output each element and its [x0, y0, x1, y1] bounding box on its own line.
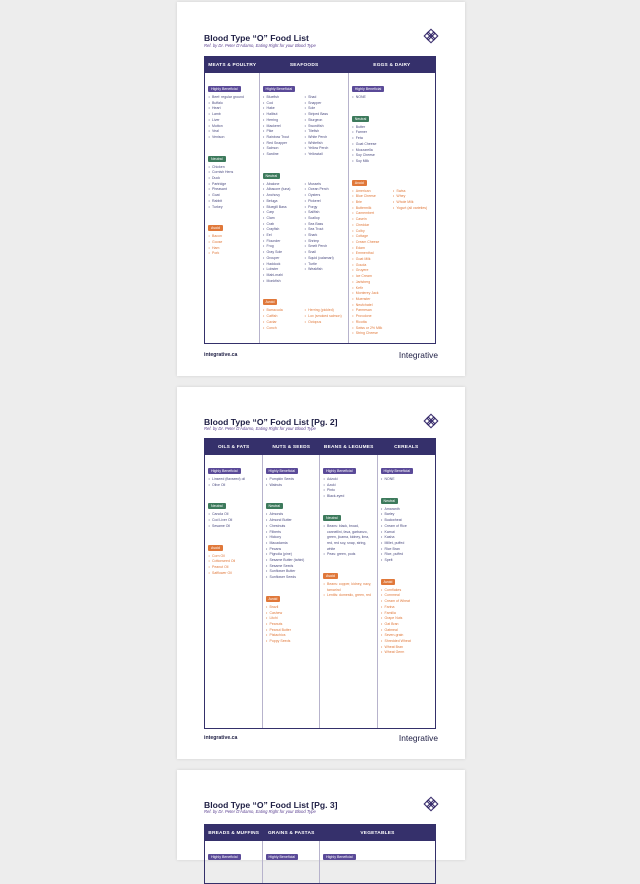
- section-highly-beneficial: [208, 77, 257, 141]
- list-item: • Gruyere: [352, 268, 393, 274]
- highly-beneficial-badge: Highly Beneficial: [323, 854, 356, 860]
- list-item: • Beef: regular ground: [208, 95, 257, 101]
- list-item: • Herring: [263, 118, 305, 124]
- neutral-badge: Neutral: [208, 156, 226, 162]
- list-item: • Neufchatel: [352, 303, 393, 309]
- neutral-badge: Neutral: [208, 503, 226, 509]
- list-item: • American: [352, 189, 393, 195]
- list-item: • Sesame Butter (tahini): [266, 558, 318, 564]
- list-item: • Peas: green, pods: [323, 552, 375, 558]
- avoid-badge: Avoid: [381, 579, 396, 585]
- list-item: • Macadamia: [266, 541, 318, 547]
- list-item: • Ocean Perch: [304, 187, 346, 193]
- list-item: • Cream of Wheat: [381, 599, 434, 605]
- section-neutral: [208, 494, 260, 529]
- list-item: • Sesame Oil: [208, 524, 260, 530]
- column-eggs-dairy: [349, 73, 435, 343]
- list-item: • Pignolia (pine): [266, 552, 318, 558]
- list-item: • Abalone: [263, 182, 305, 188]
- list-item: • Mackerel: [263, 124, 305, 130]
- list-item: • Eel: [263, 233, 305, 239]
- document-page-1: [177, 2, 465, 376]
- page-subtitle: Ref. by Dr. Peter D'Adamo, Eating Right for your Blood Type: [204, 809, 316, 814]
- list-item: • Weakfish: [304, 267, 346, 273]
- food-list: [208, 234, 257, 257]
- list-item: • Snapper: [304, 101, 346, 107]
- list-item: • Ham: [208, 246, 257, 252]
- list-item: • Farina: [381, 605, 434, 611]
- list-item: • Jarlsberg: [352, 280, 393, 286]
- footer-brand: Integrative: [398, 350, 438, 360]
- integrative-knot-logo-icon: [424, 797, 438, 811]
- food-list: [208, 477, 260, 488]
- list-item: • Bluegill Bass: [263, 205, 305, 211]
- list-item: • Clam: [263, 216, 305, 222]
- avoid-badge: Avoid: [323, 573, 338, 579]
- list-item: • Chestnuts: [266, 524, 318, 530]
- document-page-2: [177, 387, 465, 759]
- food-list: [263, 95, 305, 158]
- list-item: • Halibut: [263, 112, 305, 118]
- food-table: [204, 56, 436, 344]
- list-item: • Haddock: [263, 262, 305, 268]
- list-item: • Almond Butter: [266, 518, 318, 524]
- list-item: • Lentils: domestic, green, red: [323, 593, 375, 599]
- list-item: • Goose: [208, 240, 257, 246]
- list-item: • Crayfish: [263, 227, 305, 233]
- list-item: • Carp: [263, 210, 305, 216]
- avoid-badge: Avoid: [208, 225, 223, 231]
- list-item: • Albacore (tuna): [263, 187, 305, 193]
- list-item: • Cod: [263, 101, 305, 107]
- food-list: [304, 182, 346, 285]
- list-item: • Turkey: [208, 205, 257, 211]
- section-highly-beneficial: [263, 77, 346, 158]
- list-item: • Yellow Perch: [304, 146, 346, 152]
- document-page-3: [177, 770, 465, 860]
- integrative-knot-logo-icon: [424, 414, 438, 428]
- list-item: • Feta: [352, 136, 433, 142]
- column-grains-pastas: [263, 841, 321, 883]
- food-list: [323, 524, 375, 558]
- list-item: • Herring (pickled): [304, 308, 346, 314]
- list-item: • Snail: [304, 250, 346, 256]
- list-item: • Peanuts: [266, 622, 318, 628]
- food-list: [263, 308, 305, 331]
- list-item: • Shark: [304, 233, 346, 239]
- section-neutral: [263, 164, 346, 285]
- list-item: • Cornflakes: [381, 588, 434, 594]
- list-item: • Grouper: [263, 256, 305, 262]
- list-item: • Millet, puffed: [381, 541, 434, 547]
- list-item: • Lamb: [208, 112, 257, 118]
- list-item: • Pumpkin Seeds: [266, 477, 318, 483]
- section-neutral: [323, 506, 375, 558]
- footer-brand: Integrative: [398, 733, 438, 743]
- avoid-badge: Avoid: [352, 180, 367, 186]
- list-item: • Cashew: [266, 611, 318, 617]
- list-item: • Venison: [208, 135, 257, 141]
- list-item: • Red Snapper: [263, 141, 305, 147]
- food-list: [263, 182, 305, 285]
- list-item: • Kefir: [352, 286, 393, 292]
- list-item: • Oysters: [304, 193, 346, 199]
- highly-beneficial-badge: Highly Beneficial: [208, 468, 241, 474]
- list-item: • Partridge: [208, 182, 257, 188]
- list-item: • Yellowtail: [304, 152, 346, 158]
- list-item: • Almonds: [266, 512, 318, 518]
- list-item: • Cod Liver Oil: [208, 518, 260, 524]
- column-seafoods: [260, 73, 349, 343]
- page-subtitle: Ref. by Dr. Peter D'Adamo, Eating Right for your Blood Type: [204, 43, 316, 48]
- food-list: [304, 308, 346, 331]
- section-highly-beneficial: [352, 77, 433, 101]
- list-item: • Shredded Wheat: [381, 639, 434, 645]
- header-breads-muffins: BREADS & MUFFINS: [208, 830, 260, 836]
- header-seafoods: SEAFOODS: [289, 62, 319, 68]
- section-neutral: [352, 107, 433, 165]
- food-list: [208, 512, 260, 529]
- list-item: • Cornish Hens: [208, 170, 257, 176]
- list-item: • Flounder: [263, 239, 305, 245]
- neutral-badge: Neutral: [352, 116, 370, 122]
- list-item: • Canola Oil: [208, 512, 260, 518]
- header-eggs-dairy: EGGS & DAIRY: [373, 62, 411, 68]
- list-item: • Litchi: [266, 616, 318, 622]
- food-list: [381, 588, 434, 656]
- list-item: • Rice Bran: [381, 547, 434, 553]
- header-beans-legumes: BEANS & LEGUMES: [323, 444, 374, 450]
- food-list: [352, 189, 393, 337]
- list-item: • Oat Bran: [381, 622, 434, 628]
- list-item: • Sunflower Butter: [266, 569, 318, 575]
- list-item: • White Perch: [304, 135, 346, 141]
- list-item: • Veal: [208, 129, 257, 135]
- list-item: • Porgy: [304, 205, 346, 211]
- list-item: • Linseed (flaxseed) oil: [208, 477, 260, 483]
- page-title: Blood Type “O” Food List [Pg. 3]: [204, 800, 338, 810]
- list-item: • Striped Bass: [304, 112, 346, 118]
- list-item: • Turtle: [304, 262, 346, 268]
- header-nuts-seeds: NUTS & SEEDS: [272, 444, 311, 450]
- section-neutral: [266, 494, 318, 580]
- list-item: • Black-eyed: [323, 494, 375, 500]
- list-item: • Whey: [392, 194, 433, 200]
- list-item: • Cornmeal: [381, 593, 434, 599]
- list-item: • Peanut Butter: [266, 628, 318, 634]
- list-item: • Buckwheat: [381, 518, 434, 524]
- header-meats-poultry: MEATS & POULTRY: [208, 62, 257, 68]
- list-item: • Cream of Rice: [381, 524, 434, 530]
- column-nuts-seeds: [263, 455, 321, 728]
- list-item: • Mutton: [208, 124, 257, 130]
- list-item: • Butter: [352, 125, 433, 131]
- highly-beneficial-badge: Highly Beneficial: [323, 468, 356, 474]
- avoid-badge: Avoid: [266, 596, 281, 602]
- list-item: • Sole: [304, 106, 346, 112]
- list-item: • Pike: [263, 129, 305, 135]
- list-item: • Kasha: [381, 535, 434, 541]
- list-item: • Lobster: [263, 267, 305, 273]
- list-item: • Pheasant: [208, 187, 257, 193]
- list-item: • Sailfish: [304, 210, 346, 216]
- section-neutral: [208, 147, 257, 211]
- list-item: • Crab: [263, 222, 305, 228]
- list-item: • String Cheese: [352, 331, 393, 337]
- avoid-badge: Avoid: [263, 299, 278, 305]
- list-item: • Kamut: [381, 530, 434, 536]
- list-item: • Heart: [208, 106, 257, 112]
- list-item: • NONE: [352, 95, 433, 101]
- highly-beneficial-badge: Highly Beneficial: [352, 86, 385, 92]
- list-item: • Blue Cheese: [352, 194, 393, 200]
- highly-beneficial-badge: Highly Beneficial: [266, 468, 299, 474]
- page-title: Blood Type “O” Food List: [204, 33, 309, 43]
- section-avoid: [381, 570, 434, 656]
- list-item: • Sea Trout: [304, 227, 346, 233]
- section-avoid: [266, 587, 318, 645]
- list-item: • Sunflower Seeds: [266, 575, 318, 581]
- list-item: • Smelt Perch: [304, 244, 346, 250]
- column-beans-legumes: [320, 455, 378, 728]
- integrative-knot-logo-icon: [424, 29, 438, 43]
- list-item: • Goat Milk: [352, 257, 393, 263]
- table-header: [205, 439, 435, 455]
- column-cereals: [378, 455, 436, 728]
- section-avoid: [323, 564, 375, 599]
- list-item: • Goat: [208, 193, 257, 199]
- section-highly-beneficial: [208, 459, 260, 488]
- list-item: • Swiss or 2% Milk: [352, 326, 393, 332]
- food-table: [204, 824, 436, 884]
- list-item: • Soy Cheese: [352, 153, 433, 159]
- food-list: [208, 554, 260, 577]
- list-item: • Caviar: [263, 320, 305, 326]
- list-item: • Colby: [352, 229, 393, 235]
- list-item: • Pistachios: [266, 633, 318, 639]
- list-item: • Wheat Germ: [381, 650, 434, 656]
- list-item: • Ice Cream: [352, 274, 393, 280]
- food-list: [323, 582, 375, 599]
- list-item: • Conch: [263, 326, 305, 332]
- list-item: • Whole Milk: [392, 200, 433, 206]
- neutral-badge: Neutral: [323, 515, 341, 521]
- list-item: • Shad: [304, 95, 346, 101]
- neutral-badge: Neutral: [266, 503, 284, 509]
- page-title: Blood Type “O” Food List [Pg. 2]: [204, 417, 338, 427]
- list-item: • Filberts: [266, 530, 318, 536]
- list-item: • Gray Sole: [263, 250, 305, 256]
- list-item: • Goat Cheese: [352, 142, 433, 148]
- list-item: • Sesame Seeds: [266, 564, 318, 570]
- list-item: • Sea Bass: [304, 222, 346, 228]
- list-item: • Octopus: [304, 320, 346, 326]
- section-neutral: [381, 489, 434, 564]
- list-item: • Monterey Jack: [352, 291, 393, 297]
- food-list: [208, 165, 257, 211]
- section-highly-beneficial: [323, 459, 375, 500]
- list-item: • Swiss: [392, 189, 433, 195]
- highly-beneficial-badge: Highly Beneficial: [263, 86, 296, 92]
- list-item: • Provolone: [352, 314, 393, 320]
- list-item: • Olive Oil: [208, 483, 260, 489]
- list-item: • Mahi-mahi: [263, 273, 305, 279]
- list-item: • Rice, puffed: [381, 552, 434, 558]
- food-list: [266, 477, 318, 488]
- food-list: [381, 507, 434, 564]
- list-item: • Walnuts: [266, 483, 318, 489]
- list-item: • Mussels: [304, 182, 346, 188]
- highly-beneficial-badge: Highly Beneficial: [208, 854, 241, 860]
- list-item: • Rainbow Trout: [263, 135, 305, 141]
- list-item: • Corn Oil: [208, 554, 260, 560]
- list-item: • Safflower Oil: [208, 571, 260, 577]
- list-item: • Cheddar: [352, 223, 393, 229]
- header-oils-fats: OILS & FATS: [218, 444, 250, 450]
- list-item: • Buffalo: [208, 101, 257, 107]
- list-item: • Camembert: [352, 211, 393, 217]
- list-item: • Spelt: [381, 558, 434, 564]
- list-item: • Barracuda: [263, 308, 305, 314]
- list-item: • Adzuki: [323, 477, 375, 483]
- list-item: • Farmer: [352, 130, 433, 136]
- list-item: • Casein: [352, 217, 393, 223]
- section-avoid: [352, 171, 433, 337]
- food-list: [266, 605, 318, 645]
- list-item: • Bacon: [208, 234, 257, 240]
- column-meats-poultry: [205, 73, 260, 343]
- list-item: • Grape Nuts: [381, 616, 434, 622]
- list-item: • Pinto: [323, 488, 375, 494]
- food-list: [266, 512, 318, 580]
- food-table: [204, 438, 436, 729]
- footer-website: integrative.ca: [204, 735, 238, 741]
- neutral-badge: Neutral: [263, 173, 281, 179]
- list-item: • Chicken: [208, 165, 257, 171]
- footer-website: integrative.ca: [204, 352, 238, 358]
- food-list: [304, 95, 346, 158]
- list-item: • Mozzarella: [352, 148, 433, 154]
- section-highly-beneficial: [381, 459, 434, 483]
- list-item: • NONE: [381, 477, 434, 483]
- list-item: • Sardine: [263, 152, 305, 158]
- list-item: • Poppy Seeds: [266, 639, 318, 645]
- list-item: • Swordfish: [304, 124, 346, 130]
- column-vegetables: [320, 841, 435, 883]
- list-item: • Seven-grain: [381, 633, 434, 639]
- column-oils-fats: [205, 455, 263, 728]
- list-item: • Rabbit: [208, 199, 257, 205]
- list-item: • Cream Cheese: [352, 240, 393, 246]
- table-header: [205, 825, 435, 841]
- list-item: • Oatmeal: [381, 628, 434, 634]
- list-item: • Pickerel: [304, 199, 346, 205]
- list-item: • Duck: [208, 176, 257, 182]
- highly-beneficial-badge: Highly Beneficial: [208, 86, 241, 92]
- list-item: • Beans: black, broad, cannellini, fava, garbanzo, green, jicama, kidney, lima, red, red soy, snap, string, white: [323, 524, 375, 553]
- list-item: • Gouda: [352, 263, 393, 269]
- list-item: • Tilefish: [304, 129, 346, 135]
- list-item: • Anchovy: [263, 193, 305, 199]
- list-item: • Whitefish: [304, 141, 346, 147]
- list-item: • Ricotta: [352, 320, 393, 326]
- list-item: • Frog: [263, 244, 305, 250]
- header-grains-pastas: GRAINS & PASTAS: [267, 830, 315, 836]
- food-list: [352, 125, 433, 165]
- header-vegetables: VEGETABLES: [360, 830, 395, 836]
- list-item: • Sturgeon: [304, 118, 346, 124]
- avoid-badge: Avoid: [208, 545, 223, 551]
- food-list: [352, 95, 433, 101]
- neutral-badge: Neutral: [381, 498, 399, 504]
- list-item: • Beluga: [263, 199, 305, 205]
- list-item: • Parmesan: [352, 308, 393, 314]
- list-item: • Liver: [208, 118, 257, 124]
- list-item: • Catfish: [263, 314, 305, 320]
- list-item: • Edam: [352, 246, 393, 252]
- list-item: • Shrimp: [304, 239, 346, 245]
- header-cereals: CEREALS: [394, 444, 419, 450]
- section-avoid: [208, 216, 257, 257]
- list-item: • Beans: copper, kidney, navy, tamarind: [323, 582, 375, 593]
- list-item: • Salmon: [263, 146, 305, 152]
- list-item: • Hake: [263, 106, 305, 112]
- section-avoid: [208, 536, 260, 577]
- list-item: • Lox (smoked salmon): [304, 314, 346, 320]
- list-item: • Amaranth: [381, 507, 434, 513]
- list-item: • Barley: [381, 512, 434, 518]
- section-highly-beneficial: [266, 459, 318, 488]
- food-list: [323, 477, 375, 500]
- section-avoid: [263, 290, 346, 331]
- page-subtitle: Ref. by Dr. Peter D'Adamo, Eating Right for your Blood Type: [204, 426, 316, 431]
- list-item: • Azuki: [323, 483, 375, 489]
- food-list: [392, 189, 433, 337]
- list-item: • Scallop: [304, 216, 346, 222]
- list-item: • Familia: [381, 611, 434, 617]
- list-item: • Pecans: [266, 547, 318, 553]
- column-breads-muffins: [205, 841, 263, 883]
- list-item: • Soy Milk: [352, 159, 433, 165]
- highly-beneficial-badge: Highly Beneficial: [266, 854, 299, 860]
- list-item: • Squid (calamari): [304, 256, 346, 262]
- list-item: • Yogurt (all varieties): [392, 206, 433, 212]
- table-header: [205, 57, 435, 73]
- list-item: • Muenster: [352, 297, 393, 303]
- list-item: • Brazil: [266, 605, 318, 611]
- food-list: [208, 95, 257, 141]
- food-list: [381, 477, 434, 483]
- list-item: • Cottonseed Oil: [208, 559, 260, 565]
- list-item: • Hickory: [266, 535, 318, 541]
- list-item: • Bluefish: [263, 95, 305, 101]
- list-item: • Wheat Bran: [381, 645, 434, 651]
- list-item: • Peanut Oil: [208, 565, 260, 571]
- list-item: • Emmenthal: [352, 251, 393, 257]
- list-item: • Brie: [352, 200, 393, 206]
- list-item: • Pork: [208, 251, 257, 257]
- highly-beneficial-badge: Highly Beneficial: [381, 468, 414, 474]
- list-item: • Cottage: [352, 234, 393, 240]
- list-item: • Monkfish: [263, 279, 305, 285]
- list-item: • Buttermilk: [352, 206, 393, 212]
